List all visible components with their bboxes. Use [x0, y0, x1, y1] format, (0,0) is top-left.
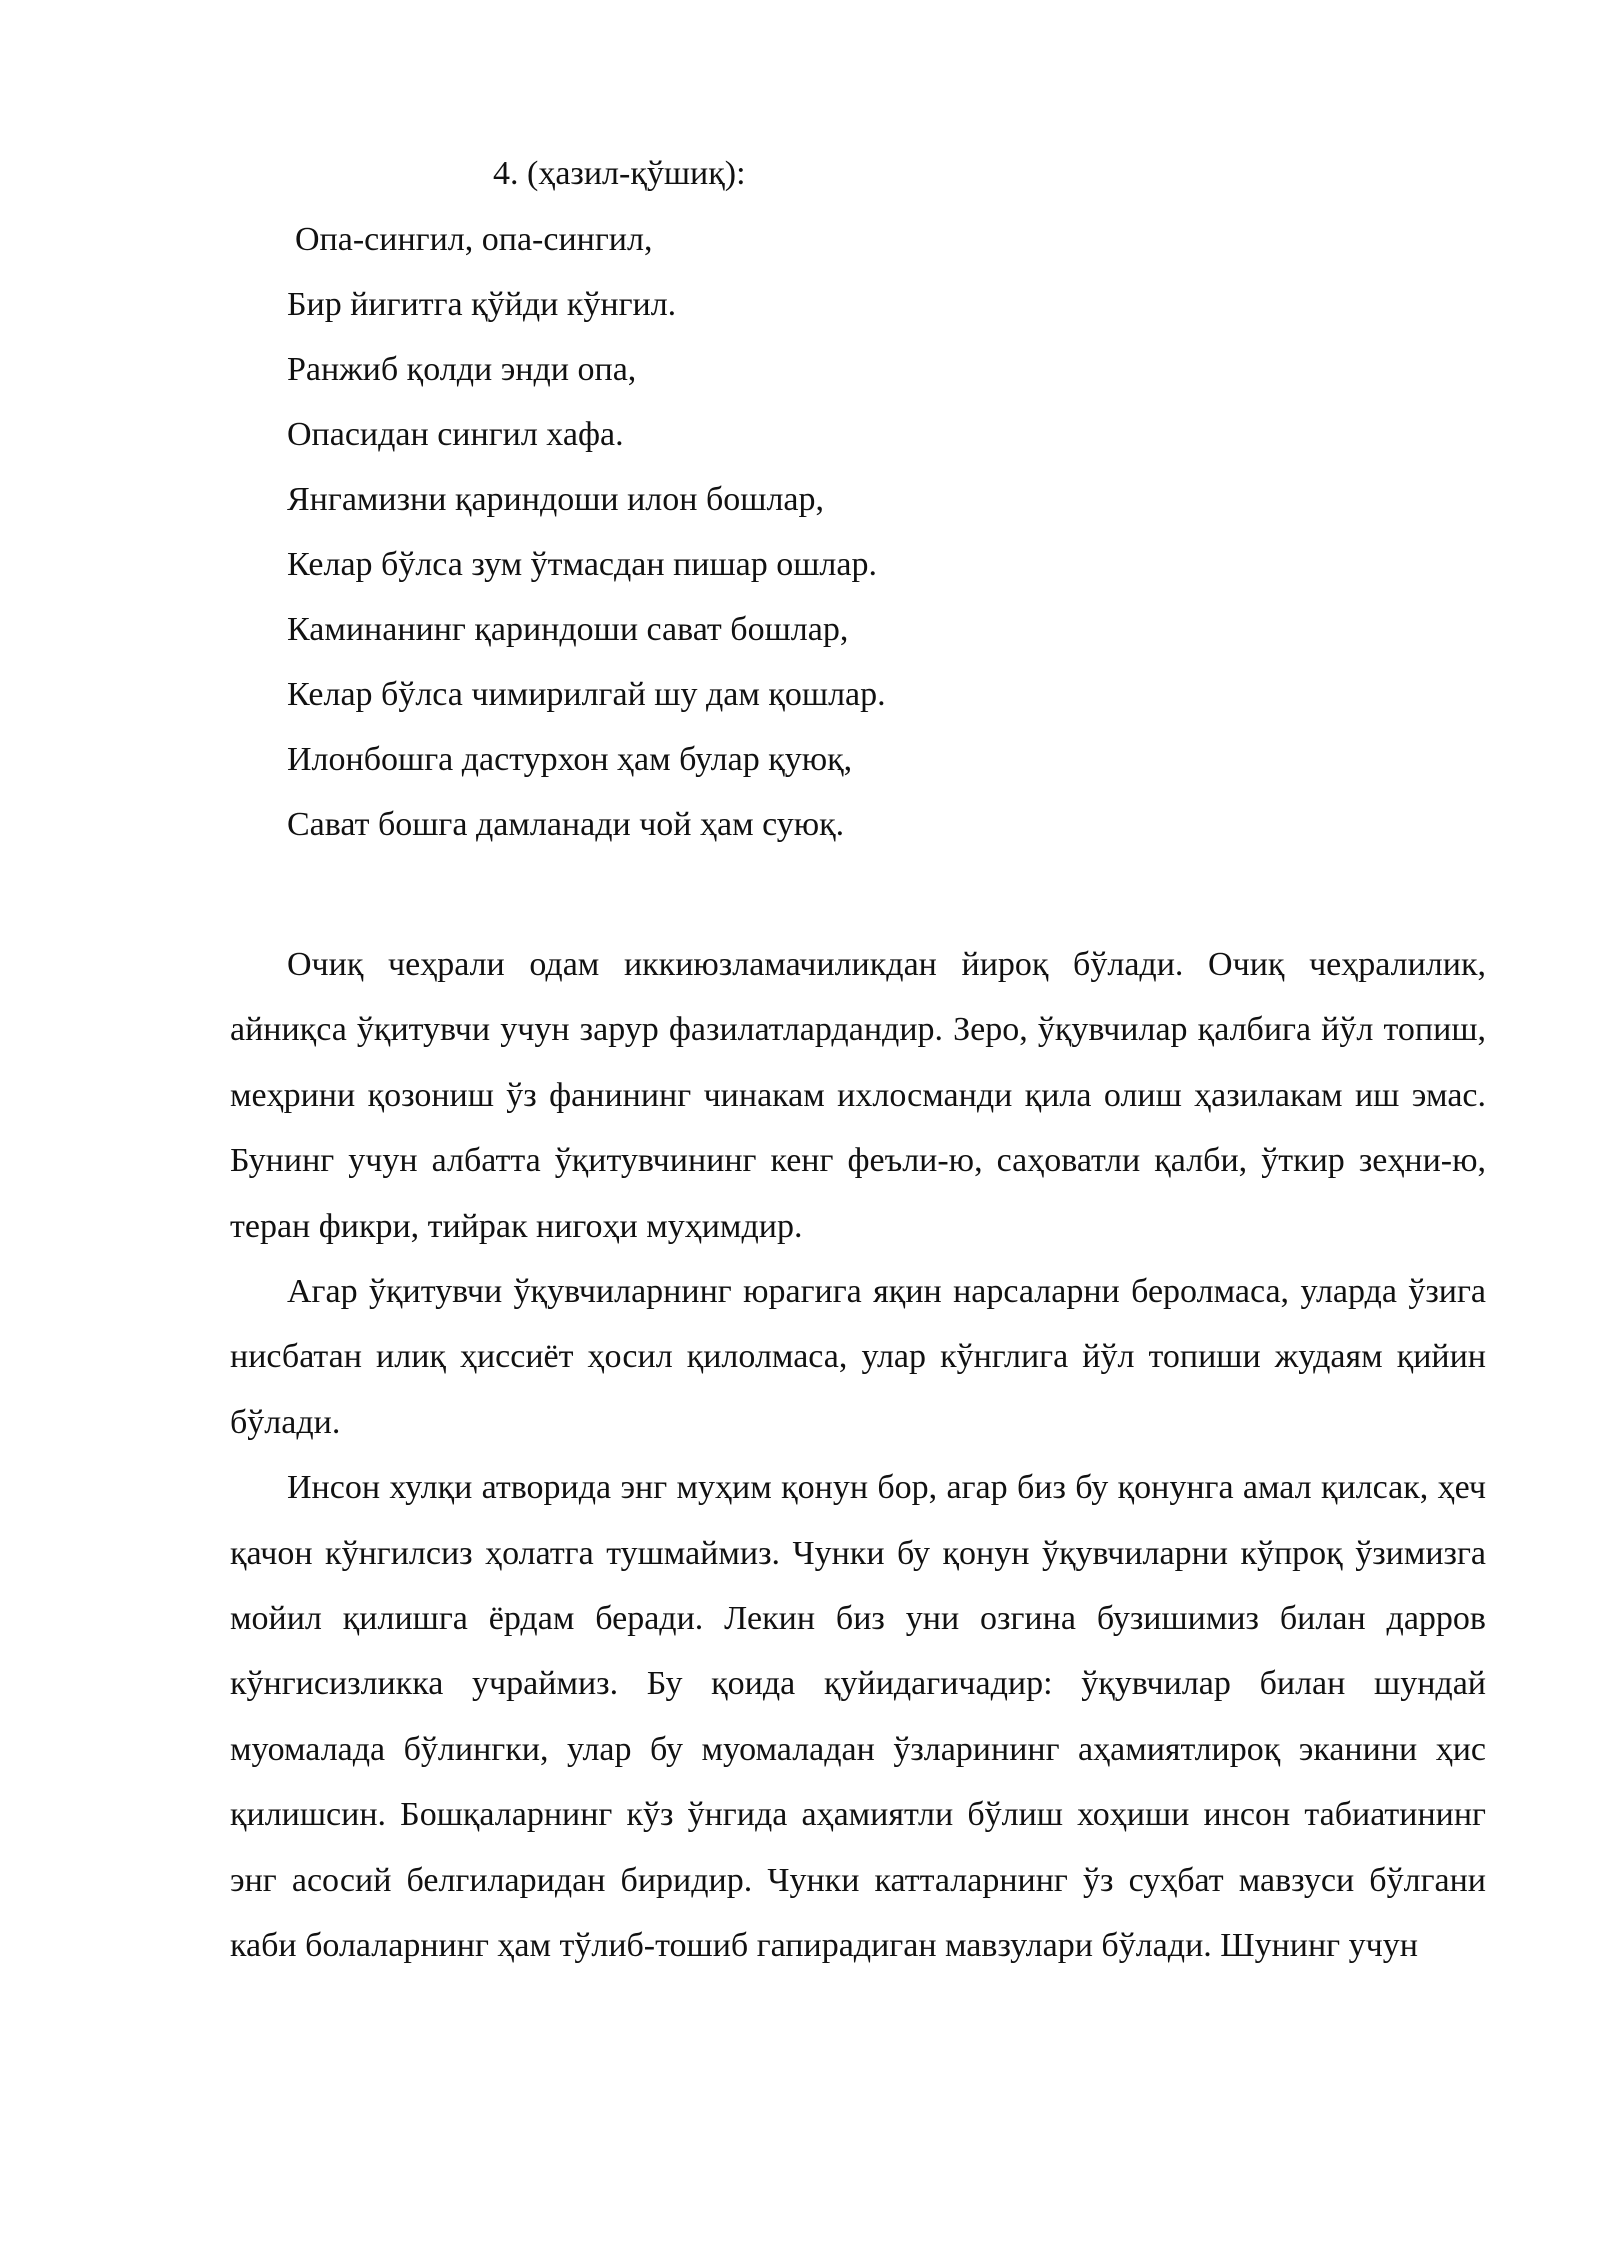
poem-line: Илонбошга дастурхон ҳам булар қуюқ,: [287, 741, 853, 778]
poem-line: Келар бўлса зум ўтмасдан пишар ошлар.: [287, 546, 877, 583]
paragraph: Инсон хулқи атворида энг муҳим қонун бор, агар биз бу қонунга амал қилсак, ҳеч қачон кўнгилсиз ҳолатга тушмаймиз. Чунки бу қонун ўқувчиларни кўпроқ ўзимизга мойил қилишга ёрдам беради. Лекин биз уни озгина бузишимиз билан дарров кўнгисизликка учраймиз. Бу қоида қуйидагичадир: ўқувчилар билан шундай муомалада бўлингки, улар бу муомаладан ўзларининг аҳамиятлироқ эканини ҳис қилишсин. Бошқаларнинг кўз ўнгида аҳамиятли бўлиш хоҳиши инсон табиатининг энг асосий белгиларидан биридир. Чунки катталарнинг ўз суҳбат мавзуси бўлгани каби болаларнинг ҳам тўлиб-тошиб гапирадиган мавзулари бўлади. Шунинг учун: [230, 1469, 1486, 1965]
paragraph: Агар ўқитувчи ўқувчиларнинг юрагига яқин нарсаларни беролмаса, уларда ўзига нисбатан илиқ ҳиссиёт ҳосил қилолмаса, улар кўнглига йўл топиши жудаям қийин бўлади.: [230, 1273, 1486, 1441]
poem-line: Ранжиб қолди энди опа,: [287, 351, 637, 388]
poem-line: Сават бошга дамланади чой ҳам суюқ.: [287, 806, 845, 843]
body-text: [230, 932, 1486, 1979]
poem-stanza: [287, 218, 886, 868]
poem-line: Опасидан сингил хафа.: [287, 416, 624, 453]
poem-heading: 4. (ҳазил-қўшиқ):: [493, 155, 746, 192]
poem-line: Опа-сингил, опа-сингил,: [295, 221, 653, 258]
poem-line: Бир йигитга қўйди кўнгил.: [287, 286, 677, 323]
poem-line: Каминанинг қариндоши сават бошлар,: [287, 611, 849, 648]
poem-line: Янгамизни қариндоши илон бошлар,: [287, 481, 825, 518]
poem-line: Келар бўлса чимирилгай шу дам қошлар.: [287, 676, 886, 713]
paragraph: Очиқ чеҳрали одам иккиюзламачиликдан йироқ бўлади. Очиқ чеҳралилик, айниқса ўқитувчи учун зарур фазилатлардандир. Зеро, ўқувчилар қалбига йўл топиш, меҳрини қозониш ўз фанининг чинакам ихлосманди қила олиш ҳазилакам иш эмас. Бунинг учун албатта ўқитувчининг кенг феъли-ю, саҳоватли қалби, ўткир зеҳни-ю, теран фикри, тийрак нигоҳи муҳимдир.: [230, 946, 1486, 1245]
